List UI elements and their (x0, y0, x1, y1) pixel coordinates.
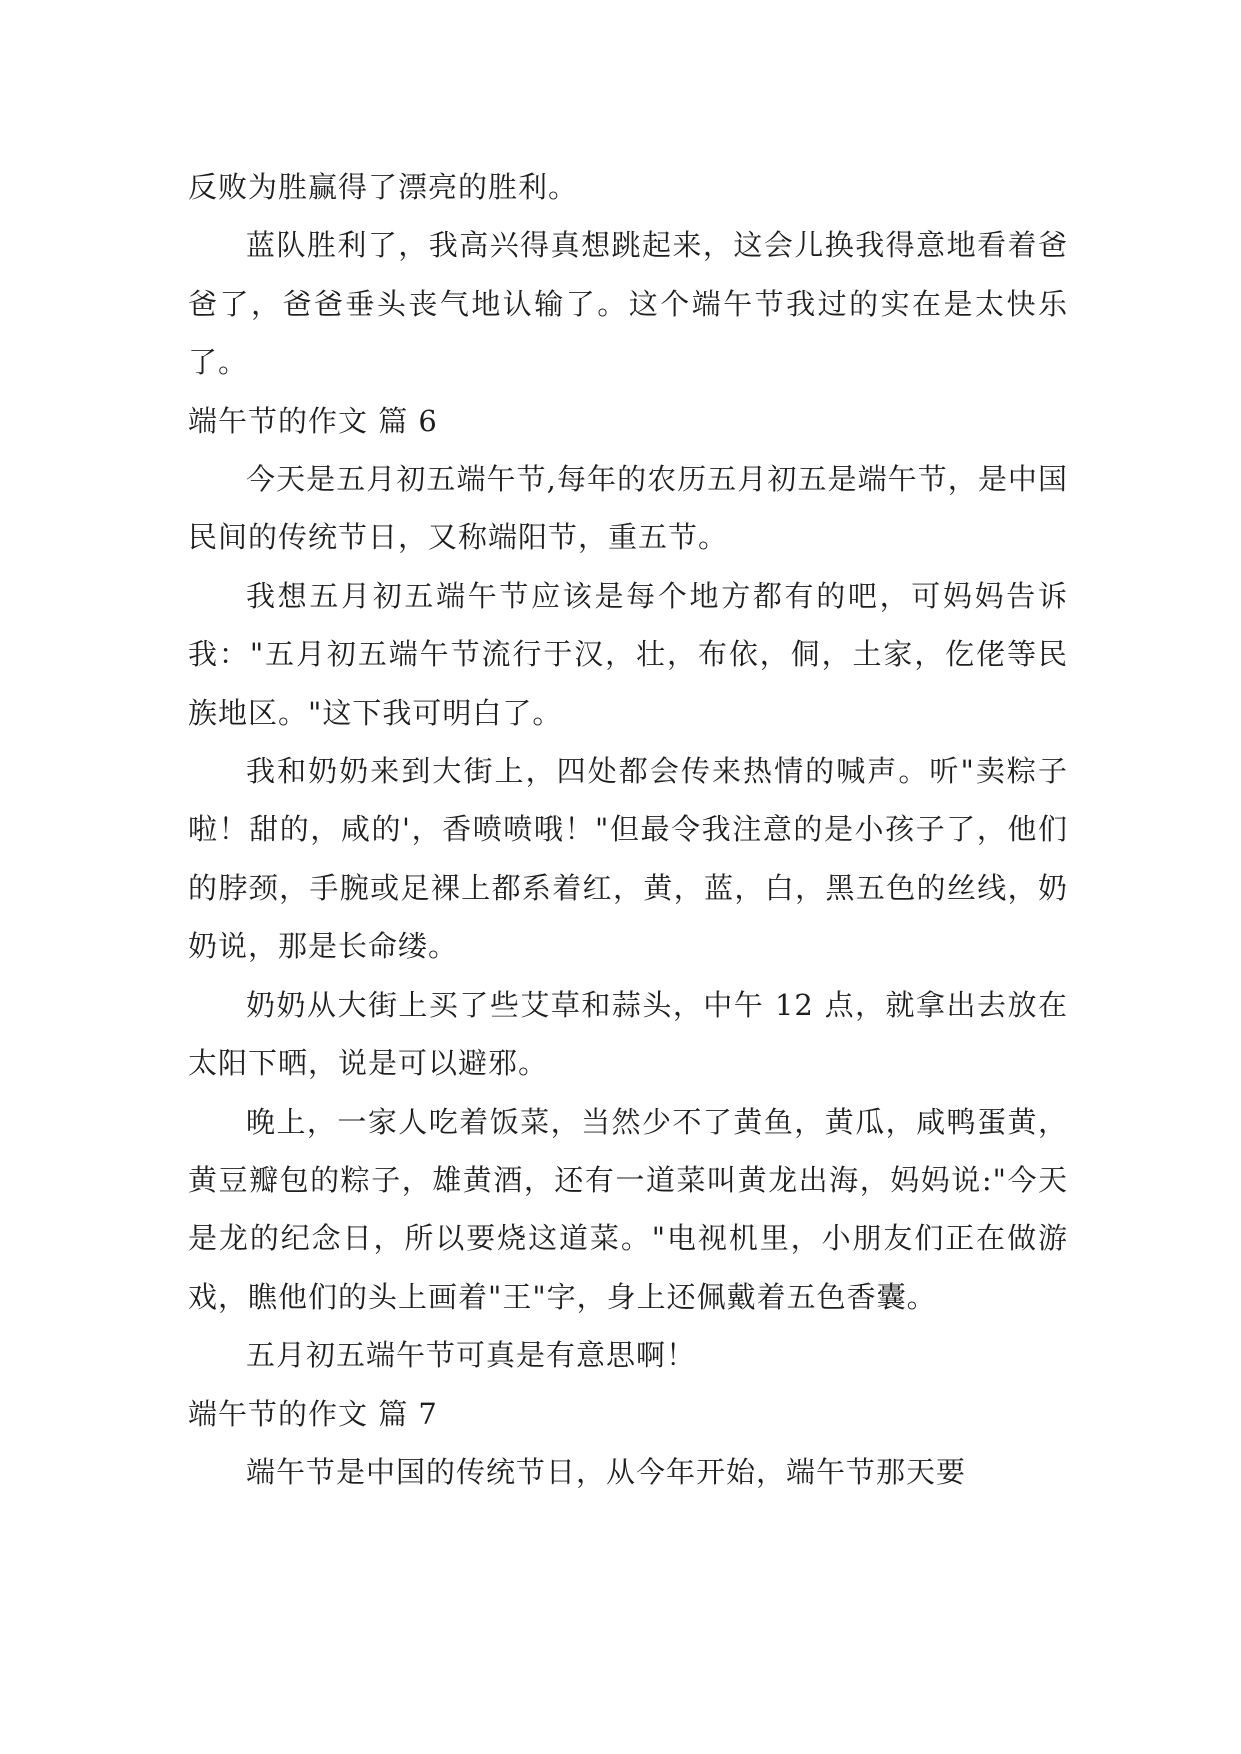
paragraph: 蓝队胜利了，我高兴得真想跳起来，这会儿换我得意地看着爸爸了，爸爸垂头丧气地认输了。这个端午节我过的实在是太快乐了。 (188, 228, 1068, 380)
paragraph: 五月初五端午节可真是有意思啊！ (246, 1338, 697, 1373)
paragraph: 端午节是中国的传统节日，从今年开始，端午节那天要 (246, 1454, 967, 1489)
paragraph: 晚上，一家人吃着饭菜，当然少不了黄鱼，黄瓜，咸鸭蛋黄，黄豆瓣包的粽子，雄黄酒，还有一道菜叫黄龙出海，妈妈说:"今天是龙的纪念日，所以要烧这道菜。"电视机里，小朋友们正在做游戏，瞧他们的头上画着"王"字，身上还佩戴着五色香囊。 (188, 1104, 1068, 1314)
paragraph: 奶奶从大街上买了些艾草和蒜头，中午 12 点，就拿出去放在太阳下晒，说是可以避邪。 (188, 987, 1068, 1081)
paragraph: 我和奶奶来到大街上，四处都会传来热情的喊声。听"卖粽子啦！甜的，咸的'，香喷喷哦！"但最令我注意的是小孩子了，他们的脖颈，手腕或足裸上都系着红，黄，蓝，白，黑五色的丝线，奶奶说，那是长命缕。 (188, 754, 1068, 964)
paragraph-continued: 反败为胜赢得了漂亮的胜利。 (188, 170, 579, 204)
paragraph: 我想五月初五端午节应该是每个地方都有的吧，可妈妈告诉我："五月初五端午节流行于汉，壮，布依，侗，土家，仡佬等民族地区。"这下我可明白了。 (188, 578, 1068, 730)
section-heading-7: 端午节的作文 篇 7 (188, 1396, 438, 1431)
section-heading-6: 端午节的作文 篇 6 (188, 403, 438, 438)
paragraph: 今天是五月初五端午节,每年的农历五月初五是端午节，是中国民间的传统节日，又称端阳节，重五节。 (188, 462, 1068, 555)
document-body (188, 158, 1068, 1501)
